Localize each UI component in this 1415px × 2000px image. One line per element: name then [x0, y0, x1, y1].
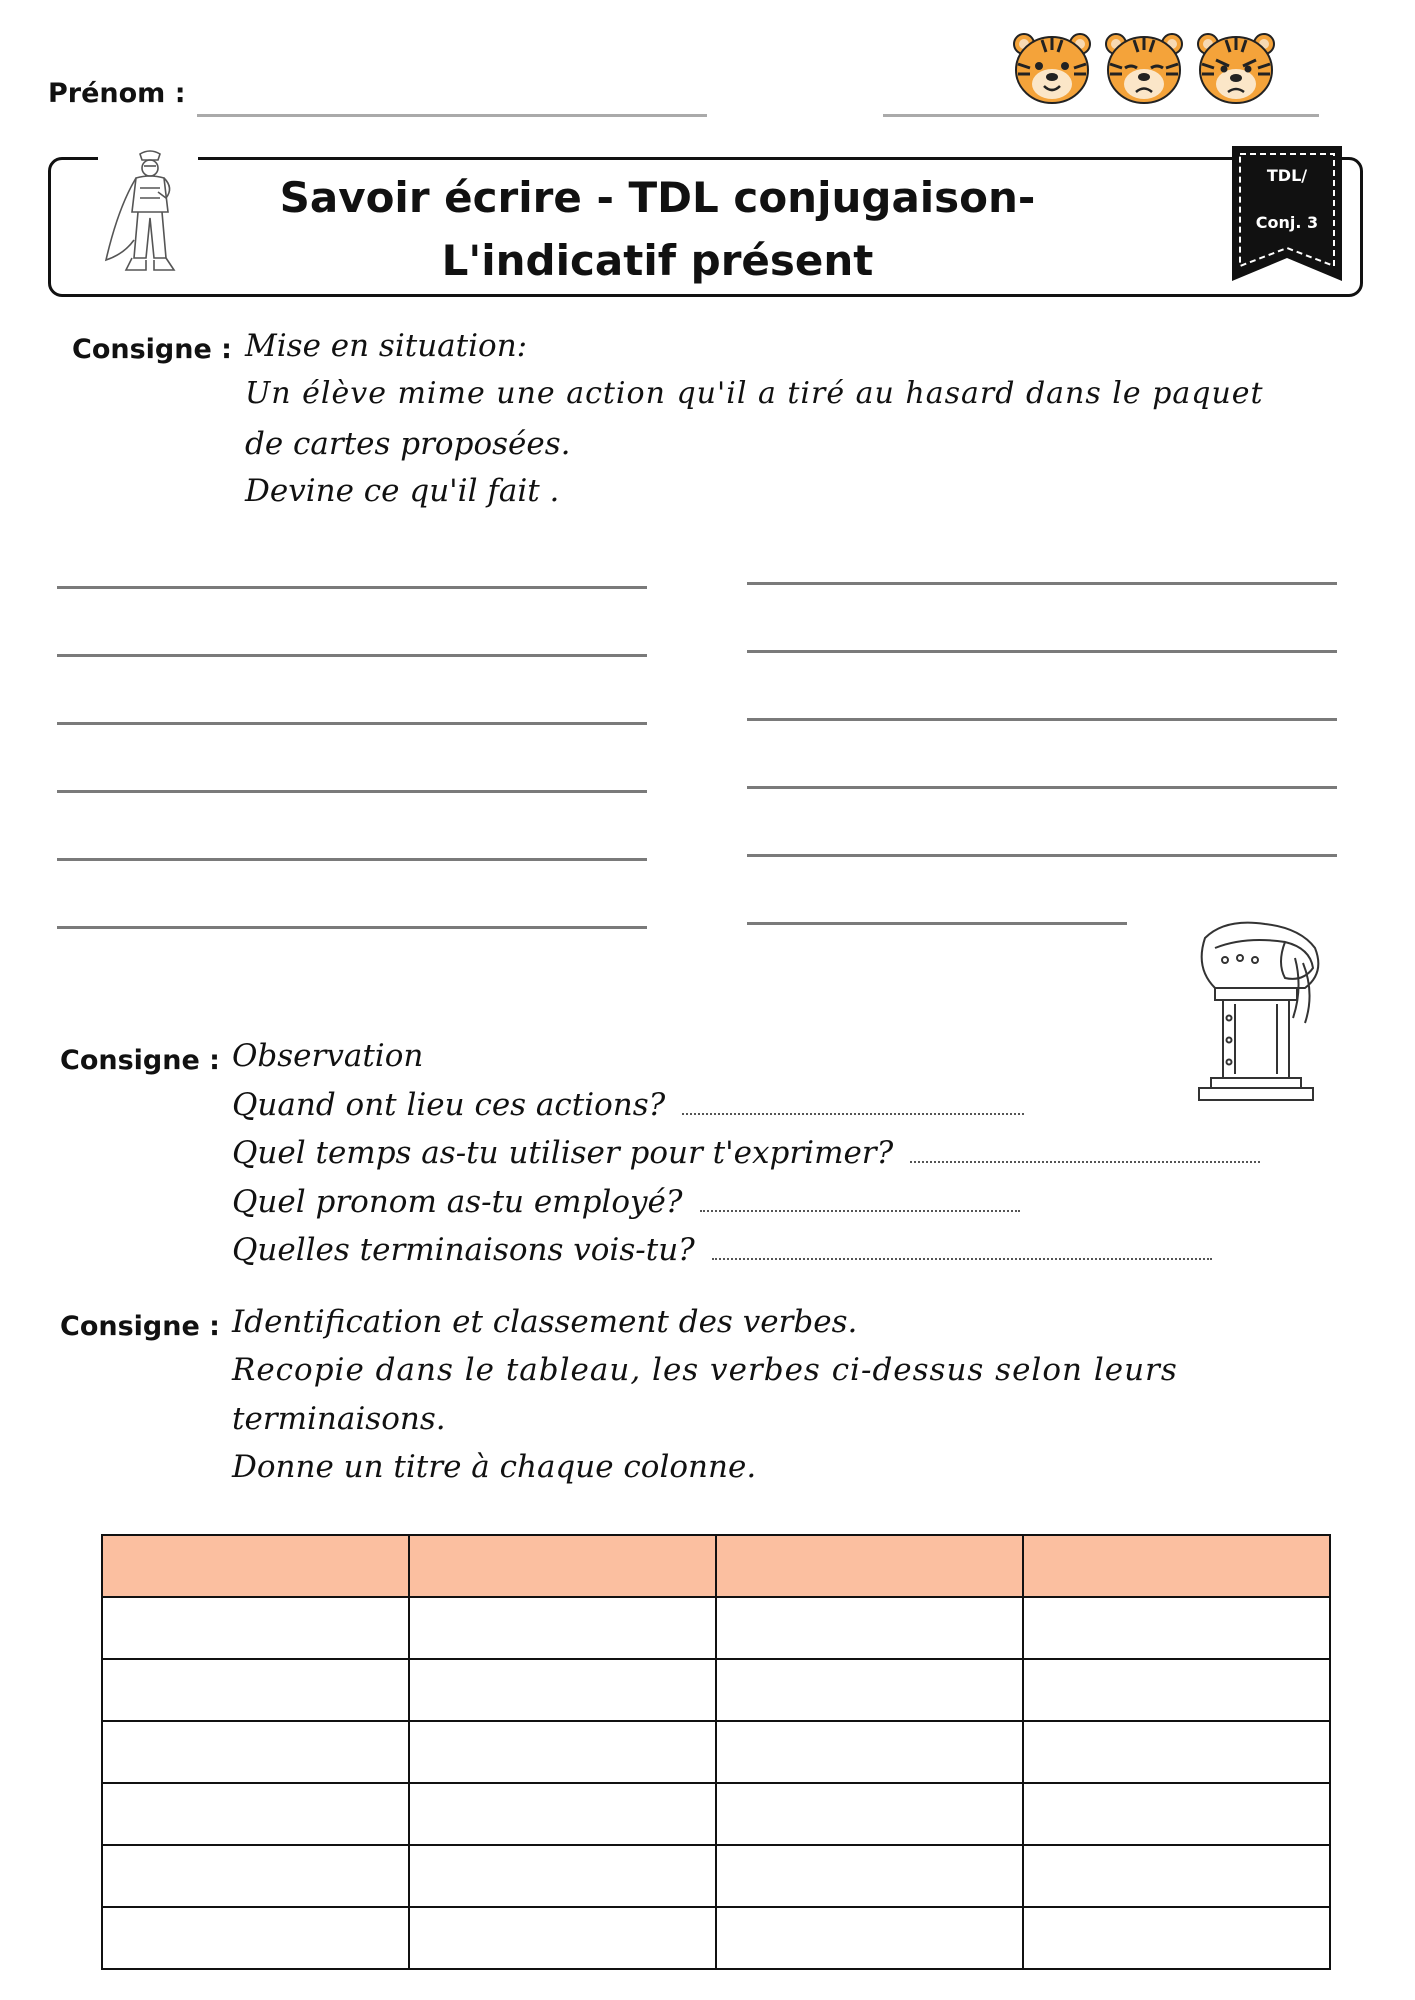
table-header-row	[102, 1535, 1330, 1597]
consigne-3-line-1: Identification et classement des verbes.	[232, 1304, 858, 1340]
answer-line[interactable]	[57, 586, 647, 589]
question-row	[232, 1184, 1020, 1220]
table-cell[interactable]	[716, 1783, 1023, 1845]
table-row	[102, 1721, 1330, 1783]
consigne-3-line-4: Donne un titre à chaque colonne.	[232, 1449, 757, 1485]
name-field[interactable]	[197, 114, 707, 117]
table-cell[interactable]	[716, 1597, 1023, 1659]
table-cell[interactable]	[102, 1597, 409, 1659]
table-cell[interactable]	[716, 1907, 1023, 1969]
verb-classification-table	[101, 1534, 1331, 1970]
column-title-cell[interactable]	[716, 1535, 1023, 1597]
answer-dots[interactable]	[910, 1161, 1260, 1163]
table-cell[interactable]	[1023, 1597, 1330, 1659]
answer-dots[interactable]	[700, 1210, 1020, 1212]
answer-line[interactable]	[57, 722, 647, 725]
question-4: Quelles terminaisons vois-tu?	[232, 1232, 695, 1268]
column-title-cell[interactable]	[409, 1535, 716, 1597]
question-row	[232, 1087, 1024, 1123]
consigne-1-line-3: de cartes proposées.	[245, 426, 571, 462]
answer-line[interactable]	[57, 654, 647, 657]
title-line-1: Savoir écrire - TDL conjugaison-	[279, 173, 1036, 222]
evaluation-line[interactable]	[883, 114, 1319, 117]
tiger-happy-face-icon	[1012, 30, 1092, 106]
table-cell[interactable]	[102, 1783, 409, 1845]
question-2: Quel temps as-tu utiliser pour t'exprimer?	[232, 1135, 894, 1171]
consigne-3-label: Consigne :	[60, 1311, 220, 1342]
tiger-sad-face-icon	[1104, 30, 1184, 106]
question-row	[232, 1135, 1260, 1171]
table-row	[102, 1659, 1330, 1721]
consigne-3-line-3: terminaisons.	[232, 1401, 446, 1437]
question-3: Quel pronom as-tu employé?	[232, 1184, 683, 1220]
answer-line[interactable]	[747, 922, 1127, 925]
consigne-1-line-2: Un élève mime une action qu'il a tiré au hasard dans le paquet	[245, 376, 1264, 411]
answer-line[interactable]	[747, 786, 1337, 789]
table-cell[interactable]	[102, 1659, 409, 1721]
table-row	[102, 1783, 1330, 1845]
consigne-1-line-1: Mise en situation:	[245, 328, 528, 364]
name-label: Prénom :	[48, 78, 186, 109]
table-cell[interactable]	[102, 1845, 409, 1907]
answer-line[interactable]	[747, 582, 1337, 585]
column-title-cell[interactable]	[1023, 1535, 1330, 1597]
badge-line-2: Conj. 3	[1255, 213, 1319, 232]
answer-line[interactable]	[57, 790, 647, 793]
answer-dots[interactable]	[682, 1113, 1024, 1115]
consigne-1-line-4: Devine ce qu'il fait .	[245, 473, 560, 509]
table-cell[interactable]	[409, 1597, 716, 1659]
table-row	[102, 1597, 1330, 1659]
armor-pedestal-illustration	[1185, 918, 1350, 1108]
answer-line[interactable]	[747, 650, 1337, 653]
table-cell[interactable]	[102, 1721, 409, 1783]
consigne-3-line-2: Recopie dans le tableau, les verbes ci-dessus selon leurs	[232, 1352, 1178, 1388]
table-cell[interactable]	[409, 1845, 716, 1907]
table-cell[interactable]	[1023, 1721, 1330, 1783]
table-cell[interactable]	[1023, 1659, 1330, 1721]
table-cell[interactable]	[409, 1907, 716, 1969]
answer-line[interactable]	[747, 718, 1337, 721]
table-cell[interactable]	[409, 1721, 716, 1783]
question-1: Quand ont lieu ces actions?	[232, 1087, 666, 1123]
consigne-2-label: Consigne :	[60, 1045, 220, 1076]
table-cell[interactable]	[1023, 1907, 1330, 1969]
consigne-2-heading: Observation	[232, 1038, 424, 1074]
answer-dots[interactable]	[712, 1258, 1212, 1260]
answer-line[interactable]	[57, 926, 647, 929]
table-cell[interactable]	[409, 1659, 716, 1721]
question-row	[232, 1232, 1212, 1268]
table-cell[interactable]	[1023, 1783, 1330, 1845]
table-cell[interactable]	[409, 1783, 716, 1845]
title-line-2: L'indicatif présent	[441, 236, 874, 285]
table-row	[102, 1845, 1330, 1907]
badge-line-1: TDL/	[1266, 166, 1308, 185]
lesson-badge	[1232, 146, 1342, 281]
table-row	[102, 1907, 1330, 1969]
answer-line[interactable]	[747, 854, 1337, 857]
table-cell[interactable]	[716, 1721, 1023, 1783]
answer-line[interactable]	[57, 858, 647, 861]
table-cell[interactable]	[1023, 1845, 1330, 1907]
table-cell[interactable]	[102, 1907, 409, 1969]
tiger-angry-face-icon	[1196, 30, 1276, 106]
table-cell[interactable]	[716, 1659, 1023, 1721]
table-cell[interactable]	[716, 1845, 1023, 1907]
consigne-1-label: Consigne :	[72, 334, 232, 365]
column-title-cell[interactable]	[102, 1535, 409, 1597]
